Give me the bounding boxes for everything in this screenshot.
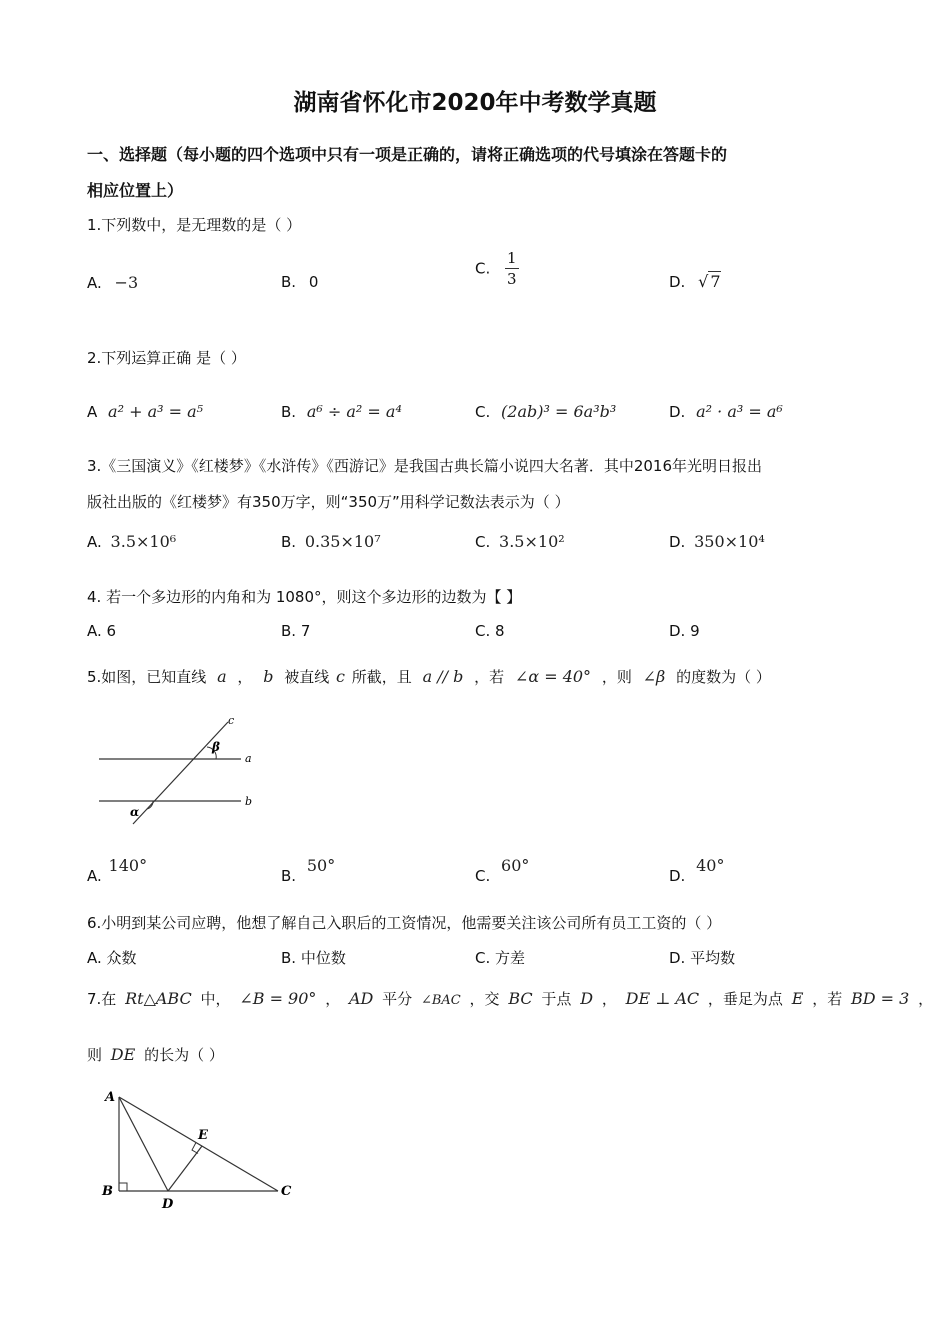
label-b: b <box>245 795 253 808</box>
option-expression: 50° <box>306 856 336 875</box>
option-expression: 60° <box>501 856 530 875</box>
q7-text-4: 平分 <box>382 990 413 1008</box>
q7-text-3: ， <box>325 990 341 1008</box>
option-expression: a² + a³ = a⁵ <box>108 402 204 421</box>
label-c: C <box>281 1184 292 1199</box>
q7-bd: BD = 3 <box>850 989 910 1008</box>
q2-option-b <box>281 402 402 421</box>
label-b: B <box>102 1184 113 1199</box>
option-label: C. <box>475 259 491 278</box>
fraction-denominator: 3 <box>507 270 517 288</box>
q5-stem <box>87 666 771 687</box>
q5-var-a: a <box>217 667 227 686</box>
q5-parallel: a // b <box>422 667 464 686</box>
q5-text-4: 所截，且 <box>351 668 412 686</box>
option-label: D. <box>669 403 686 421</box>
q7-line2-pre: 则 <box>87 1046 103 1064</box>
q7-line2-post: 的长为（ ） <box>144 1046 224 1064</box>
q3-option-b <box>281 532 381 551</box>
q5-option-c <box>475 856 529 885</box>
option-label: B. <box>281 867 297 885</box>
q1-stem: 1.下列数中，是无理数的是（ ） <box>87 216 302 234</box>
q1-option-d <box>669 272 721 291</box>
q6-option-c: C. 方差 <box>475 949 526 967</box>
q7-text-1: 7.在 <box>87 990 117 1008</box>
q7-text-5: ，交 <box>469 990 500 1008</box>
label-c: c <box>228 714 235 727</box>
q4-stem: 4. 若一个多边形的内角和为 1080°，则这个多边形的边数为【 】 <box>87 588 522 606</box>
square-root: √ 7 <box>698 272 721 291</box>
right-angle-b <box>119 1183 127 1191</box>
q6-option-d: D. 平均数 <box>669 949 736 967</box>
page-title: 湖南省怀化市2020年中考数学真题 <box>293 90 657 116</box>
q3-stem-line2: 版社出版的《红楼梦》有350万字，则“350万”用科学记数法表示为（ ） <box>87 493 570 511</box>
option-expression: 0.35×10⁷ <box>304 532 381 551</box>
q2-option-d <box>669 402 783 421</box>
label-beta: β <box>212 740 220 754</box>
q6-stem: 6.小明到某公司应聘，他想了解自己入职后的工资情况，他需要关注该公司所有员工工资的（ ） <box>87 914 722 932</box>
option-label: A. <box>87 533 102 551</box>
label-d: D <box>162 1197 174 1212</box>
q1-option-b <box>281 273 318 291</box>
option-label: D. <box>669 867 686 885</box>
q3-stem-line1: 3.《三国演义》《红楼梦》《水浒传》《西游记》是我国古典长篇小说四大名著．其中2016年光明日报出 <box>87 457 762 475</box>
q5-text-7: 的度数为（ ） <box>676 668 771 686</box>
q1-option-c <box>475 248 519 289</box>
q5-var-c: c <box>336 667 346 686</box>
q5-beta: ∠β <box>642 667 666 686</box>
q7-angle-b: ∠B = 90° <box>239 989 317 1008</box>
option-label: B. <box>281 403 297 421</box>
q3-option-d <box>669 532 765 551</box>
option-label: D. <box>669 273 686 291</box>
q2-option-c <box>475 402 616 421</box>
q7-text-7: ， <box>601 990 617 1008</box>
section-heading-line2: 相应位置上） <box>87 181 184 200</box>
q2-option-a <box>87 402 203 421</box>
q7-angle-bac: ∠BAC <box>420 993 461 1008</box>
q7-figure <box>98 1085 303 1215</box>
q7-text-2: 中， <box>200 990 231 1008</box>
q7-stem-line1 <box>87 988 933 1009</box>
option-expression: 40° <box>696 856 725 875</box>
q7-ad: AD <box>349 989 374 1008</box>
option-expression: 350×10⁴ <box>694 532 765 551</box>
q3-option-c <box>475 532 565 551</box>
q7-stem-line2 <box>87 1044 224 1065</box>
q7-text-8: ，垂足为点 <box>707 990 783 1008</box>
option-label: A <box>87 403 98 421</box>
q5-option-d <box>669 856 724 885</box>
label-alpha: α <box>130 805 140 819</box>
q3-option-a <box>87 532 176 551</box>
q5-alpha-eq: ∠α = 40° <box>514 667 592 686</box>
q5-text-6: ，则 <box>601 668 632 686</box>
option-expression: 140° <box>108 856 148 875</box>
label-a: A <box>105 1090 116 1105</box>
option-expression: 3.5×10² <box>499 532 565 551</box>
q7-e: E <box>791 989 804 1008</box>
q6-option-a: A. 众数 <box>87 949 137 967</box>
option-label: A. <box>87 867 102 885</box>
q5-option-b <box>281 856 335 885</box>
option-label: A. <box>87 274 102 292</box>
q4-option-c: C. 8 <box>475 622 505 640</box>
option-label: C. <box>475 403 491 421</box>
q7-bc: BC <box>508 989 533 1008</box>
q2-stem: 2.下列运算正确 是（ ） <box>87 349 246 367</box>
option-label: C. <box>475 867 491 885</box>
option-expression: a⁶ ÷ a² = a⁴ <box>306 402 402 421</box>
radicand: 7 <box>710 272 721 291</box>
section-heading-line1: 一、选择题（每小题的四个选项中只有一项是正确的，请将正确选项的代号填涂在答题卡的 <box>87 145 728 164</box>
label-a: a <box>245 752 252 765</box>
option-expression: a² · a³ = a⁶ <box>696 402 783 421</box>
q7-text-6: 于点 <box>541 990 572 1008</box>
q5-figure <box>95 712 265 834</box>
q4-option-a: A. 6 <box>87 622 117 640</box>
q5-text-3: 被直线 <box>284 668 330 686</box>
option-value: 0 <box>308 273 319 291</box>
fraction <box>505 248 519 289</box>
label-e: E <box>198 1128 208 1143</box>
q5-var-b: b <box>263 667 274 686</box>
option-expression: (2ab)³ = 6a³b³ <box>501 402 617 421</box>
option-label: B. <box>281 273 297 291</box>
q4-option-d: D. 9 <box>669 622 700 640</box>
option-expression: 3.5×10⁶ <box>110 532 177 551</box>
option-label: C. <box>475 533 491 551</box>
q7-text-9: ，若 <box>812 990 843 1008</box>
q7-de-perp: DE ⊥ AC <box>625 989 700 1008</box>
q7-de: DE <box>110 1045 136 1064</box>
q5-text-5: ，若 <box>474 668 505 686</box>
q7-d: D <box>580 989 594 1008</box>
q5-text-1: 5.如图，已知直线 <box>87 668 207 686</box>
q5-text-2: ， <box>237 668 253 686</box>
option-value: −3 <box>114 273 139 292</box>
q4-option-b: B. 7 <box>281 622 311 640</box>
q5-option-a <box>87 856 147 885</box>
q7-triangle: Rt△ABC <box>125 989 192 1008</box>
q1-option-a <box>87 273 138 292</box>
option-label: B. <box>281 533 297 551</box>
fraction-numerator: 1 <box>507 249 517 267</box>
q6-option-b: B. 中位数 <box>281 949 346 967</box>
q7-text-10: ， <box>918 990 934 1008</box>
option-label: D. <box>669 533 686 551</box>
